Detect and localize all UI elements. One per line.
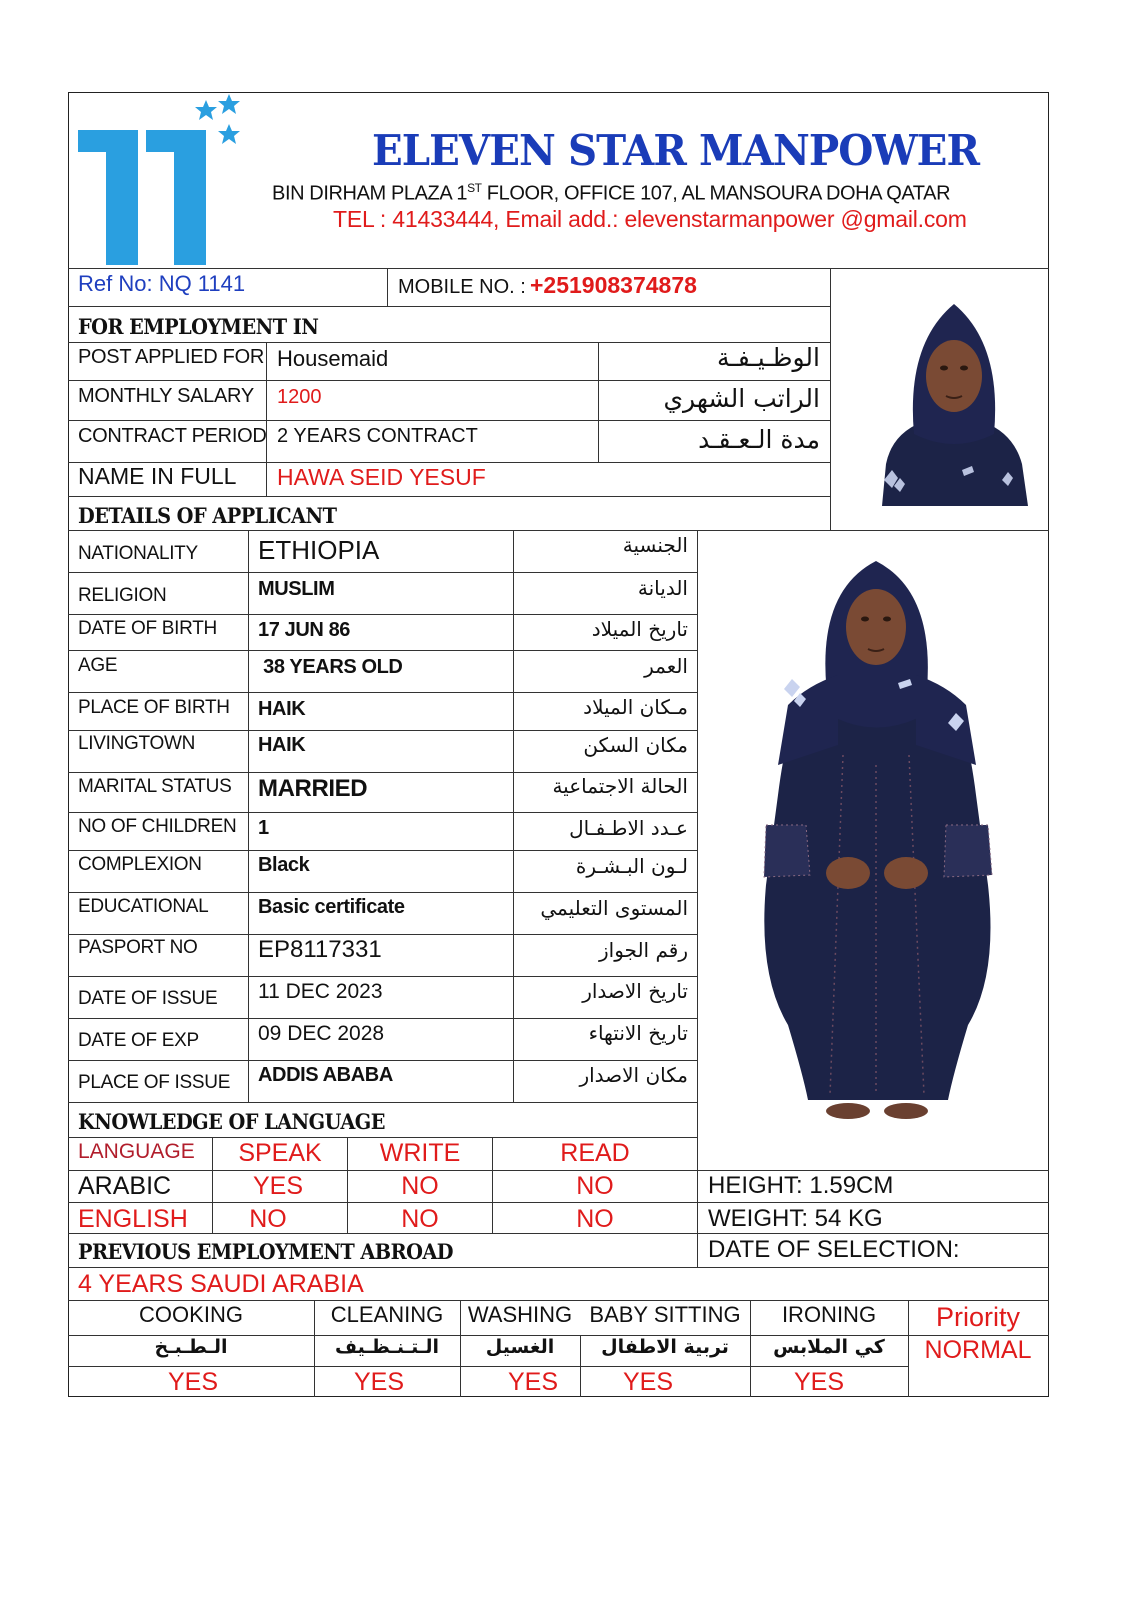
employment-value: 1200 [277, 386, 322, 408]
language-read: NO [576, 1172, 614, 1200]
employment-value: 2 YEARS CONTRACT [277, 425, 478, 447]
detail-label: DATE OF BIRTH [78, 618, 217, 639]
star-icon [195, 100, 217, 120]
detail-value: ETHIOPIA [258, 535, 380, 565]
company-logo [76, 92, 256, 267]
company-name: ELEVEN STAR MANPOWER [372, 126, 980, 175]
weight: WEIGHT: 54 KG [708, 1205, 883, 1232]
detail-label: LIVINGTOWN [78, 733, 195, 754]
detail-arabic: تاريخ الميلاد [591, 617, 688, 641]
details-section-title: DETAILS OF APPLICANT [78, 503, 337, 528]
language-header: READ [560, 1139, 630, 1167]
detail-label: PLACE OF BIRTH [78, 697, 230, 718]
date-of-selection: DATE OF SELECTION: [708, 1236, 960, 1263]
ref-number: Ref No: NQ 1141 [78, 271, 246, 296]
detail-value: 1 [258, 817, 269, 839]
skill-arabic: الـطـبـخ [154, 1336, 228, 1358]
skill-value: YES [353, 1368, 405, 1396]
star-icon [218, 124, 240, 144]
skill-label: WASHING [467, 1302, 573, 1327]
employment-arabic: مدة الـعـقـد [698, 425, 820, 454]
skill-label: IRONING [781, 1302, 877, 1327]
detail-arabic: عـدد الاطـفـال [569, 816, 688, 840]
language-write: NO [401, 1205, 439, 1233]
detail-value: ADDIS ABABA [258, 1064, 393, 1086]
priority-value: NORMAL [924, 1336, 1032, 1364]
skill-label: BABY SITTING [589, 1302, 741, 1327]
detail-arabic: العمر [644, 654, 688, 678]
detail-arabic: الحالة الاجتماعية [552, 774, 688, 798]
detail-label: NATIONALITY [78, 543, 198, 564]
detail-arabic: تاريخ الانتهاء [588, 1021, 688, 1045]
detail-arabic: مـكان الميلاد [583, 695, 688, 719]
detail-arabic: مكان الاصدار [579, 1063, 688, 1087]
name-label: NAME IN FULL [78, 463, 237, 489]
language-name: ARABIC [78, 1172, 172, 1200]
detail-label: DATE OF ISSUE [78, 988, 218, 1009]
language-section-title: KNOWLEDGE OF LANGUAGE [78, 1109, 385, 1134]
company-contact: TEL : 41433444, Email add.: elevenstarmanpower @gmail.com [333, 206, 967, 232]
detail-arabic: مكان السكن [583, 733, 688, 757]
previous-section-title: PREVIOUS EMPLOYMENT ABROAD [78, 1239, 454, 1264]
detail-arabic: رقم الجواز [599, 938, 688, 962]
skill-arabic: كي الملابس [773, 1336, 885, 1358]
detail-arabic: تاريخ الاصدار [582, 979, 688, 1003]
detail-arabic: الديانة [637, 576, 688, 600]
detail-arabic: لـون البـشـرة [575, 854, 688, 878]
detail-value: HAIK [258, 734, 306, 756]
mobile-value: +251908374878 [530, 272, 697, 298]
detail-label: NO OF CHILDREN [78, 816, 237, 837]
detail-value: 17 JUN 86 [258, 619, 351, 641]
name-value: HAWA SEID YESUF [277, 464, 486, 490]
detail-value: MARRIED [258, 775, 368, 802]
star-icon [218, 94, 240, 114]
language-header: LANGUAGE [78, 1140, 195, 1163]
skill-label: COOKING [139, 1302, 243, 1327]
detail-label: PASPORT NO [78, 937, 198, 958]
detail-label: PLACE OF ISSUE [78, 1072, 231, 1093]
detail-label: RELIGION [78, 585, 167, 606]
detail-label: MARITAL STATUS [78, 776, 232, 797]
detail-value: 09 DEC 2028 [258, 1022, 385, 1045]
employment-label: CONTRACT PERIOD [78, 425, 267, 447]
employment-value: Housemaid [277, 346, 389, 371]
portrait-photo [862, 284, 1044, 506]
skill-arabic: الـتـنـظـيف [334, 1336, 440, 1358]
employment-section-title: FOR EMPLOYMENT IN [78, 314, 319, 339]
skill-arabic: الغسيل [485, 1336, 555, 1358]
language-header: WRITE [379, 1139, 461, 1167]
language-header: SPEAK [238, 1139, 322, 1167]
detail-arabic: المستوى التعليمي [540, 896, 688, 920]
detail-value: MUSLIM [258, 578, 335, 600]
skill-value: YES [622, 1368, 674, 1396]
priority-label: Priority [935, 1302, 1021, 1332]
language-name: ENGLISH [78, 1205, 188, 1233]
employment-label: POST APPLIED FOR [78, 346, 265, 368]
detail-label: EDUCATIONAL [78, 896, 209, 917]
skill-label: CLEANING [330, 1302, 444, 1327]
skill-value: YES [167, 1368, 219, 1396]
previous-value: 4 YEARS SAUDI ARABIA [78, 1270, 364, 1298]
detail-value: HAIK [258, 698, 306, 720]
company-address [272, 182, 950, 204]
employment-label: MONTHLY SALARY [78, 385, 254, 407]
language-speak: YES [252, 1172, 304, 1200]
full-body-photo [748, 555, 1006, 1135]
height: HEIGHT: 1.59CM [708, 1172, 894, 1199]
detail-value: Black [258, 854, 310, 876]
skill-value: YES [507, 1368, 559, 1396]
detail-label: COMPLEXION [78, 854, 202, 875]
detail-value: 11 DEC 2023 [258, 980, 383, 1003]
address-part-2: FLOOR, OFFICE 107, AL MANSOURA DOHA QATAR [481, 182, 951, 205]
skill-arabic: تربية الاطفال [601, 1336, 729, 1358]
language-speak: NO [249, 1205, 287, 1233]
detail-arabic: الجنسية [622, 533, 688, 557]
employment-arabic: الوظـيـفـة [717, 343, 820, 372]
mobile-label: MOBILE NO. : [398, 276, 526, 298]
employment-arabic: الراتب الشهري [663, 384, 820, 413]
skill-value: YES [793, 1368, 845, 1396]
logo-graphic [76, 92, 256, 267]
address-part-1: BIN DIRHAM PLAZA 1 [272, 182, 468, 205]
detail-label: DATE OF EXP [78, 1030, 199, 1051]
detail-value: Basic certificate [258, 896, 405, 918]
detail-value: 38 YEARS OLD [258, 656, 403, 678]
language-read: NO [576, 1205, 614, 1233]
detail-label: AGE [78, 655, 118, 676]
language-write: NO [401, 1172, 439, 1200]
detail-value: EP8117331 [258, 936, 382, 963]
address-sup: ST [467, 181, 482, 195]
